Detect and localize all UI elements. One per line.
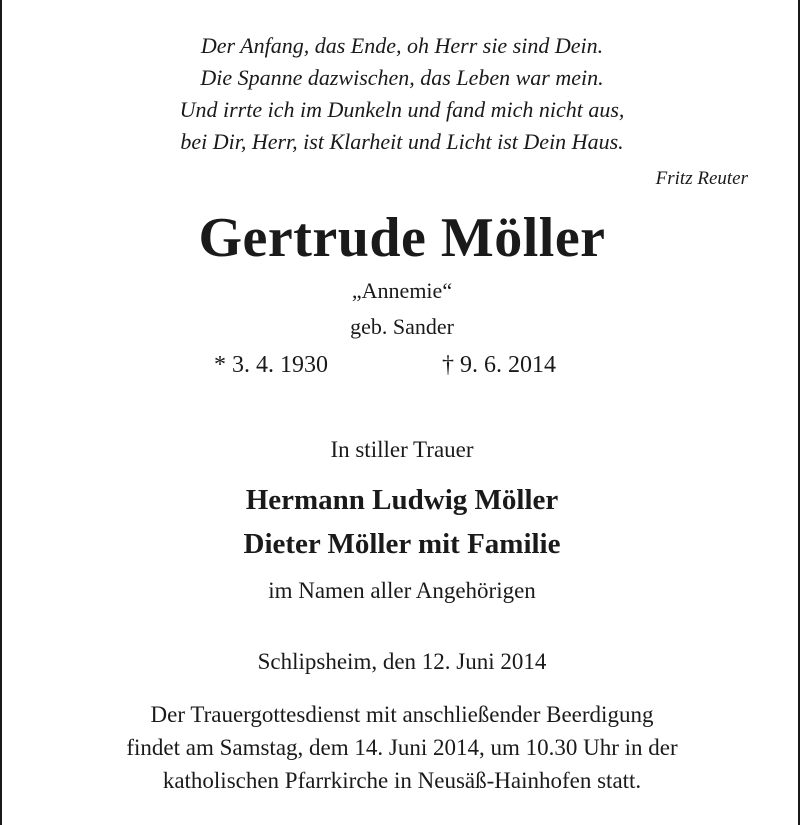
birth-date: * 3. 4. 1930	[214, 352, 328, 378]
poem-line-3: Und irrte ich im Dunkeln und fand mich nicht aus,	[179, 97, 625, 122]
deceased-birth-name: geb. Sander	[350, 314, 454, 339]
poem-line-4: bei Dir, Herr, ist Klarheit und Licht ist Dein Haus.	[180, 129, 624, 154]
place-date: Schlipsheim, den 12. Juni 2014	[257, 649, 547, 674]
death-date: † 9. 6. 2014	[442, 352, 556, 378]
service-line-3: katholischen Pfarrkirche in Neusäß-Hainhofen statt.	[162, 768, 642, 793]
poem	[2, 30, 800, 158]
mourner-name-1: Hermann Ludwig Möller	[245, 484, 559, 516]
service-line-2: findet am Samstag, dem 14. Juni 2014, um 10.30 Uhr in der	[126, 735, 678, 760]
poem-line-2: Die Spanne dazwischen, das Leben war mein.	[200, 65, 604, 90]
service-line-1: Der Trauergottesdienst mit anschließender Beerdigung	[150, 702, 654, 727]
poem-author: Fritz Reuter	[655, 168, 748, 189]
deceased-name: Gertrude Möller	[198, 207, 606, 269]
mourner-name-2: Dieter Möller mit Familie	[243, 528, 561, 560]
relatives-note: im Namen aller Angehörigen	[268, 578, 536, 603]
deceased-nickname: „Annemie“	[351, 278, 453, 303]
mourning-intro: In stiller Trauer	[330, 437, 474, 462]
service-info	[2, 698, 800, 797]
poem-line-1: Der Anfang, das Ende, oh Herr sie sind Dein.	[200, 33, 604, 58]
